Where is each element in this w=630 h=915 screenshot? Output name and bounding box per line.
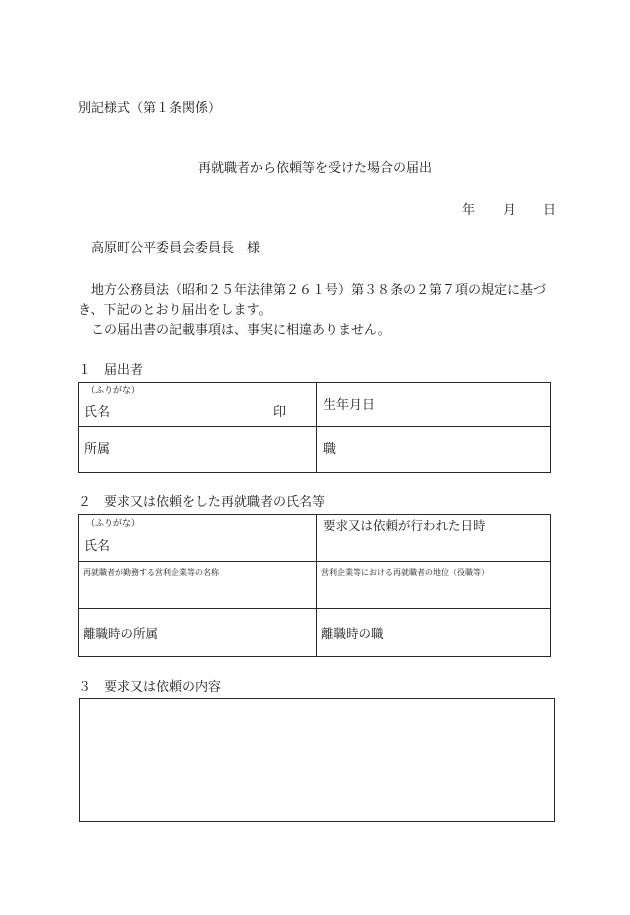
employer-name-cell[interactable] bbox=[79, 562, 317, 609]
reemployed-name-cell[interactable] bbox=[79, 515, 317, 562]
reemployed-name-label: 氏名 bbox=[84, 539, 111, 554]
applicant-table bbox=[78, 382, 551, 473]
applicant-position-cell[interactable] bbox=[317, 427, 551, 473]
affiliation-label: 所属 bbox=[84, 442, 111, 457]
applicant-name-label: 氏名 bbox=[84, 405, 111, 420]
employer-position-label: 営利企業等における再就職者の地位（役職等） bbox=[321, 568, 489, 577]
date-month-label: 月 bbox=[503, 203, 517, 218]
former-affiliation-cell[interactable] bbox=[79, 609, 317, 657]
section1-heading: １ 届出者 bbox=[78, 363, 144, 378]
former-position-cell[interactable] bbox=[317, 609, 551, 657]
applicant-furigana-label: （ふりがな） bbox=[86, 386, 141, 396]
reemployed-furigana-label: （ふりがな） bbox=[86, 519, 141, 529]
applicant-birthdate-cell[interactable] bbox=[317, 383, 551, 427]
request-datetime-label: 要求又は依頼が行われた日時 bbox=[323, 518, 486, 533]
body-line-3: この届出書の記載事項は、事実に相違ありません。 bbox=[91, 323, 391, 338]
addressee: 高原町公平委員会委員長 様 bbox=[91, 241, 261, 256]
former-position-label: 離職時の職 bbox=[321, 626, 384, 641]
request-datetime-cell[interactable] bbox=[317, 515, 551, 562]
date-year-label: 年 bbox=[462, 203, 476, 218]
position-label: 職 bbox=[323, 442, 337, 457]
applicant-name-cell[interactable] bbox=[79, 383, 317, 427]
employer-position-cell[interactable] bbox=[317, 562, 551, 609]
body-line-2: き、下記のとおり届出をします。 bbox=[78, 303, 272, 318]
reemployed-person-table bbox=[78, 514, 551, 657]
former-affiliation-label: 離職時の所属 bbox=[83, 626, 159, 641]
employer-name-label: 再就職者が勤務する営利企業等の名称 bbox=[83, 568, 219, 577]
seal-label: 印 bbox=[273, 405, 287, 420]
date-day-label: 日 bbox=[543, 203, 557, 218]
body-line-1: 地方公務員法（昭和２５年法律第２６１号）第３８条の２第７項の規定に基づ bbox=[91, 283, 547, 298]
applicant-affiliation-cell[interactable] bbox=[79, 427, 317, 473]
section3-heading: ３ 要求又は依頼の内容 bbox=[78, 680, 222, 695]
request-content-box[interactable] bbox=[79, 698, 555, 822]
section2-heading: ２ 要求又は依頼をした再就職者の氏名等 bbox=[78, 495, 326, 510]
document-title: 再就職者から依頼等を受けた場合の届出 bbox=[197, 161, 432, 176]
form-label: 別記様式（第１条関係） bbox=[78, 101, 222, 116]
birthdate-label: 生年月日 bbox=[323, 398, 376, 413]
